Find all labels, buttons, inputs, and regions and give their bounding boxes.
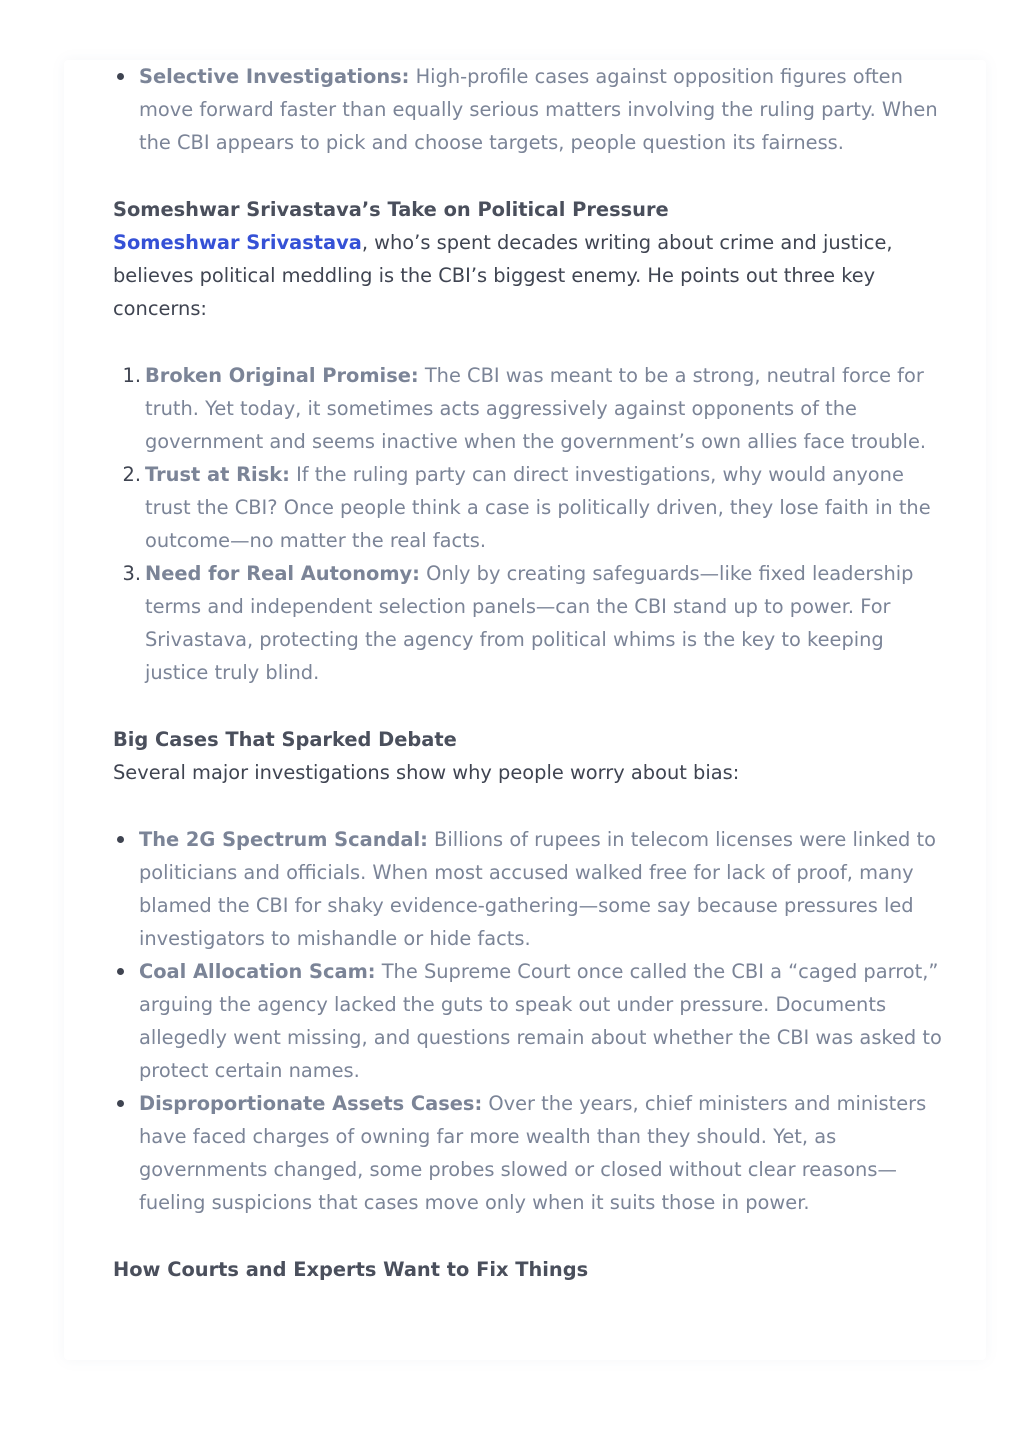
bullet-text: Over the years, chief ministers and ministers have faced charges of owning far more wealth than they should. Yet, as governments changed, some probes slowed or closed without clear reasons—fueling suspicions that cases move only when it suits those in power.	[139, 1092, 927, 1214]
concerns-list	[113, 359, 943, 689]
item-text: Only by creating safeguards—like fixed leadership terms and independent selection panels—can the CBI stand up to power. For Srivastava, protecting the agency from political whims is the key to keeping justice truly blind.	[145, 562, 914, 684]
list-item	[113, 955, 943, 1087]
bullet-label: Disproportionate Assets Cases:	[139, 1092, 483, 1115]
bullet-text: The Supreme Court once called the CBI a “caged parrot,” arguing the agency lacked the guts to speak out under pressure. Documents allegedly went missing, and questions remain about whether the CBI was asked to protect certain names.	[139, 960, 942, 1082]
srivastava-intro	[113, 226, 943, 325]
section-heading-cases: Big Cases That Sparked Debate	[113, 728, 457, 751]
item-label: Trust at Risk:	[145, 463, 290, 486]
bullet-icon	[117, 1100, 124, 1107]
list-item	[113, 458, 943, 557]
srivastava-intro-text: , who’s spent decades writing about crime and justice, believes political meddling is the CBI’s biggest enemy. He points out three key concerns:	[113, 231, 893, 320]
author-link[interactable]: Someshwar Srivastava	[113, 231, 362, 254]
list-item	[113, 557, 943, 689]
list-number: 3.	[122, 562, 141, 585]
list-item	[113, 823, 943, 955]
item-label: Need for Real Autonomy:	[145, 562, 420, 585]
bullet-label: The 2G Spectrum Scandal:	[139, 828, 428, 851]
item-text: The CBI was meant to be a strong, neutral force for truth. Yet today, it sometimes acts aggressively against opponents of the government and seems inactive when the government’s own allies face trouble.	[145, 364, 927, 453]
bullet-label: Selective Investigations:	[139, 65, 410, 88]
bullet-icon	[117, 836, 124, 843]
section-heading-fix: How Courts and Experts Want to Fix Things	[113, 1258, 589, 1281]
list-item	[113, 359, 943, 458]
cases-bullet-list	[113, 823, 943, 1219]
list-number: 2.	[122, 463, 141, 486]
bullet-label: Coal Allocation Scam:	[139, 960, 376, 983]
article-content	[113, 60, 943, 1286]
section-heading-srivastava: Someshwar Srivastava’s Take on Political Pressure	[113, 198, 669, 221]
bullet-text: High-profile cases against opposition figures often move forward faster than equally serious matters involving the ruling party. When the CBI appears to pick and choose targets, people question its fairness.	[139, 65, 938, 154]
item-label: Broken Original Promise:	[145, 364, 419, 387]
top-bullet-list	[113, 60, 943, 159]
bullet-text: Billions of rupees in telecom licenses were linked to politicians and officials. When most accused walked free for lack of proof, many blamed the CBI for shaky evidence-gathering—some say because pressures led investigators to mishandle or hide facts.	[139, 828, 936, 950]
cases-intro: Several major investigations show why people worry about bias:	[113, 761, 740, 784]
bullet-icon	[117, 73, 124, 80]
list-item	[113, 1087, 943, 1219]
list-item	[113, 60, 943, 159]
bullet-icon	[117, 968, 124, 975]
list-number: 1.	[122, 364, 141, 387]
item-text: If the ruling party can direct investigations, why would anyone trust the CBI? Once people think a case is politically driven, they lose faith in the outcome—no matter the real facts.	[145, 463, 931, 552]
